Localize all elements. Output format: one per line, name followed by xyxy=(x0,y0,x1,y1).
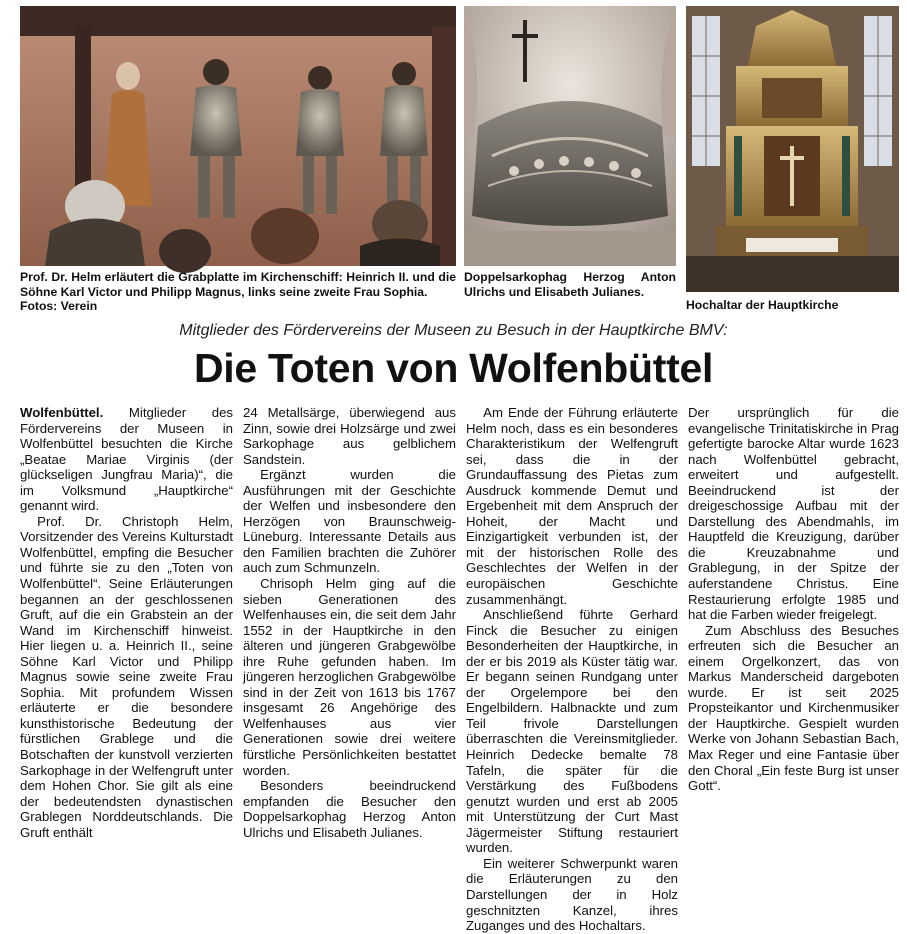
caption-text: Prof. Dr. Helm erläutert die Grabplatte im Kirchenschiff: Heinrich II. und die Söhne Karl Victor und Philipp Magnus, links seine zweite Frau Sophia. xyxy=(20,270,456,299)
high-altar-photo xyxy=(686,6,899,292)
paragraph: Besonders beeindruckend empfanden die Besucher den Doppelsarkophag Herzog Anton Ulrichs und Elisabeth Julianes. xyxy=(243,778,456,840)
paragraph: Chrisoph Helm ging auf die sieben Generationen des Welfenhauses ein, die seit dem Jahr 1552 in der Hauptkirche in den älteren und jüngeren Grabgewölbe ihre Ruhe gefunden haben. Im jüngeren herzoglichen Grabgewölbe sind in der Zeit von 1613 bis 1767 insgesamt 26 Angehörige des Welfenhauses aus vier Generationen sowie drei weitere fürstliche Persönlichkeiten bestattet worden. xyxy=(243,576,456,778)
paragraph: Am Ende der Führung erläuterte Helm noch, dass es ein besonderes Charakteristikum der Welfengruft sei, dass die in der Grundauffassung des Pietas zum Ausdruck kommende Demut und Ergebenheit mit dem Anspruch der Hoheit, der Macht und Einzigartigkeit verbunden ist, der mit der historischen Rolle des Geschlechtes der Welfen in der europäischen Geschichte zusammenhängt. xyxy=(466,405,678,607)
article-column-4 xyxy=(688,405,899,853)
paragraph: Zum Abschluss des Besuches erfreuten sich die Besucher an einem Orgelkonzert, das von Markus Manderscheid dargeboten wurde. Er ist seit 2025 Propsteikantor und Kirchenmusiker der Hauptkirche. Gespielt wurden Werke von Johann Sebastian Bach, Max Reger und eine Fantasie über den Choral „Ein feste Burg ist unser Gott“. xyxy=(688,622,899,794)
paragraph: Ein weiterer Schwerpunkt waren die Erläuterungen zu den Darstellungen der in Holz geschnitzten Kanzel, ihres Zuganges und des Hochaltars. xyxy=(466,855,678,934)
article-column-2 xyxy=(243,405,456,853)
paragraph xyxy=(20,405,233,514)
photo-caption-tomb-slab xyxy=(20,270,456,314)
photo-high-altar xyxy=(686,6,899,292)
tomb-slab-effigies-photo xyxy=(20,6,456,266)
paragraph: Der ursprünglich für die evangelische Trinitatiskirche in Prag gefertigte barocke Altar wurde 1623 nach Wolfenbüttel gebracht, erweitert und aufgestellt. Beeindruckend ist der dreigeschossige Aufbau mit der Darstellung des Abendmahls, im Hauptfeld die Kreuzigung, darüber die Kreuzabnahme und Grablegung, in der Spitze der auferstandene Christus. Eine Restaurierung erfolgte 1985 und hat die Farben wieder freigelegt. xyxy=(688,405,899,623)
dateline: Wolfenbüttel. xyxy=(20,405,104,420)
paragraph: Ergänzt wurden die Ausführungen mit der Geschichte der Welfen und insbesondere den Herzögen von Braunschweig-Lüneburg. Interessante Details aus den Familien brachten die Zuhörer auch zum Schmunzeln. xyxy=(243,467,456,576)
photo-caption-sarcophagus xyxy=(464,270,676,299)
photo-caption-altar xyxy=(686,298,899,313)
caption-text: Hochaltar der Hauptkirche xyxy=(686,298,839,312)
double-sarcophagus-photo xyxy=(464,6,676,266)
article-column-1 xyxy=(20,405,233,853)
paragraph: Prof. Dr. Christoph Helm, Vorsitzender des Vereins Kulturstadt Wolfenbüttel, empfing die Besucher und führte sie zu den „Toten von Wolfenbüttel“. Seine Erläuterungen begannen an der geschlossenen Gruft, auf die ein Grabstein an der Wand im Kirchenschiff hinweist. Hier liegen u. a. Heinrich II., seine Söhne Karl Victor und Philipp Magnus sowie seine zweite Frau Sophia. Mit profundem Wissen erläuterte er die besondere kunsthistorische Bedeutung der fürstlichen Grablege und die Botschaften der kunstvoll verzierten Sarkophage in der Welfengruft unter dem Hohen Chor. Sie gilt als eine der bedeutendsten dynastischen Grablegen Norddeutschlands. Die Gruft enthält xyxy=(20,513,233,840)
paragraph: 24 Metallsärge, überwiegend aus Zinn, sowie drei Holzsärge und zwei Sarkophage aus gelblichem Sandstein. xyxy=(243,405,456,467)
paragraph-text: Mitglieder des Fördervereins der Museen in Wolfenbüttel besuchten die Kirche „Beatae Mariae Virginis (der glückseligen Jungfrau Maria)“, die im Volksmund „Hauptkirche“ genannt wird. xyxy=(20,405,233,514)
paragraph: Anschließend führte Gerhard Finck die Besucher zu einigen Besonderheiten der Hauptkirche, in der er bis 2019 als Küster tätig war. Er begann seinen Rundgang unter der Orgelempore bei den Engelbildern. Halbnackte und zum Teil frivole Darstellungen überraschten die Vereinsmitglieder. Heinrich Dedecke bemalte 78 Tafeln, die später für die Verstärkung des Fußbodens genutzt wurden und erst ab 2005 mit Unterstützung der Curt Mast Jägermeister Stiftung restauriert wurden. xyxy=(466,607,678,856)
caption-text: Doppelsarkophag Herzog Anton Ulrichs und Elisabeth Julianes. xyxy=(464,270,676,299)
kicker: Mitglieder des Fördervereins der Museen zu Besuch in der Hauptkirche BMV: xyxy=(179,322,728,339)
article-column-3 xyxy=(466,405,678,934)
photo-credit: Fotos: Verein xyxy=(20,299,98,313)
photo-tomb-slab xyxy=(20,6,456,266)
headline: Die Toten von Wolfenbüttel xyxy=(193,345,714,391)
photo-double-sarcophagus xyxy=(464,6,676,266)
